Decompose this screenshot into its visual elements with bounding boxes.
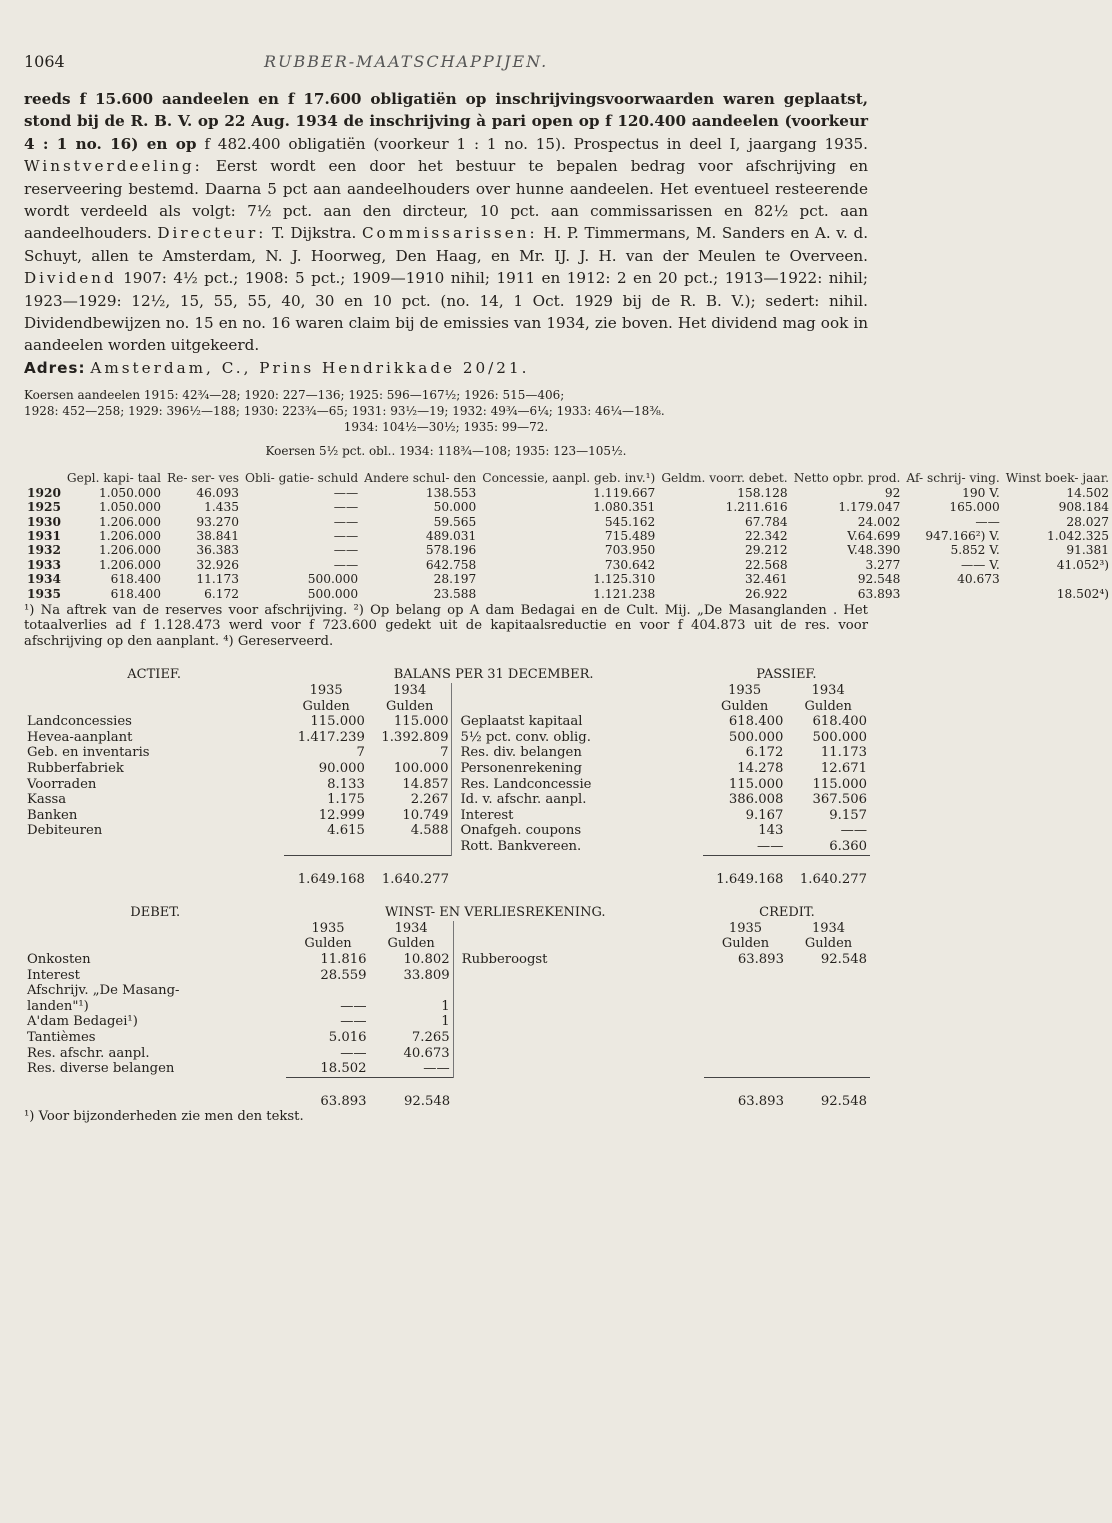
table-cell: 730.642 (604, 557, 656, 572)
balans-right-label: 5½ pct. conv. oblig. (452, 730, 703, 746)
table-cell: 41.052³) (1056, 557, 1110, 572)
column-header: Obli- gatie- schuld (245, 471, 359, 486)
balans-row (24, 714, 870, 730)
balans-right-label: Res. Landconcessie (452, 777, 703, 793)
winst-total-left-a: 63.893 (286, 1077, 369, 1109)
balans-left-value-a: 4.615 (327, 823, 365, 839)
balans-left-value-b: 10.749 (402, 807, 449, 823)
table-cell (903, 587, 1002, 601)
table-cell: 40.673 (957, 572, 1000, 587)
balans-left-label: Banken (27, 807, 78, 823)
row-year: 1930 (27, 514, 61, 529)
winst-left-label: landen"¹) (27, 998, 89, 1014)
balans-left-value-a: 1.417.239 (297, 729, 365, 745)
winst-right-value-a (704, 983, 787, 999)
table-cell: 11.173 (196, 572, 240, 587)
winst-right-label: Rubberoogst (453, 952, 704, 968)
table-cell: 1.206.000 (98, 543, 161, 558)
balans-left-value-b: 100.000 (393, 761, 449, 776)
table-cell: 138.553 (425, 485, 477, 500)
balans-row (24, 730, 870, 746)
financial-history-table (24, 471, 1112, 601)
balans-left-value-a: 1.175 (327, 792, 365, 808)
winst-right-value-b (787, 1030, 870, 1046)
balans-total-right-b: 1.640.277 (786, 855, 870, 887)
balans-right-value-b: —— (840, 823, 867, 839)
table-cell: 38.841 (196, 528, 240, 543)
table-cell: 1.119.667 (593, 485, 656, 500)
column-header: Re- ser- ves (167, 471, 240, 486)
winst-left-value-b: —— (423, 1061, 450, 1077)
balans-left-value-a: 115.000 (310, 714, 365, 730)
balans-row (24, 745, 870, 761)
winst-right-value-b (787, 983, 870, 999)
winst-unit-2: Gulden (387, 936, 435, 952)
balans-left-label: Kassa (27, 792, 67, 808)
balans-right-value-b: 9.157 (829, 807, 867, 823)
table-cell: 22.342 (745, 528, 788, 543)
directeur-label: Directeur: (157, 224, 267, 243)
row-year: 1925 (27, 500, 61, 515)
table-cell: 1.050.000 (98, 500, 161, 515)
table-cell: 1.042.325 (1047, 528, 1110, 543)
table-cell: —— (333, 514, 359, 529)
balans-right-value-a: 143 (758, 823, 784, 839)
table-cell (1003, 572, 1112, 586)
balans-right-value-b: 6.360 (829, 838, 867, 854)
winst-row (24, 968, 870, 984)
winst-left-label: Res. diverse belangen (27, 1061, 175, 1077)
table-cell: 1.206.000 (98, 514, 161, 529)
table-cell: 29.212 (745, 543, 788, 558)
table-cell: 1.080.351 (593, 500, 656, 515)
balans-right-value-a: 14.278 (737, 761, 784, 776)
balans-unit-2: Gulden (386, 698, 434, 714)
winst-right-label (453, 1046, 704, 1062)
table-cell: 703.950 (604, 543, 656, 558)
table-cell: 1.206.000 (98, 528, 161, 543)
table-cell: —— (975, 514, 1000, 529)
balans-left-value-b: 115.000 (393, 714, 449, 730)
balans-row (24, 792, 870, 808)
balans-right-value-a: 618.400 (728, 714, 784, 730)
table-cell: 165.000 (949, 500, 1000, 515)
balans-total-left-a: 1.649.168 (284, 855, 368, 887)
winst-left-value-a: 18.502 (320, 1061, 367, 1077)
table-cell: 46.093 (196, 485, 240, 500)
dividend-text: 1907: 4½ pct.; 1908: 5 pct.; 1909—1910 nihil; 1911 en 1912: 2 en 20 pct.; 1913—1922: nihil; 1923—1929: 12½, 15, 55, 55, 40, 30 en 10 pct. (no. 14, 1 Oct. 1929 bij de R. B. V.); sedert: nihil. Dividendbewijzen no. 15 en no. 16 waren claim bij de emissies van 1934, zie boven. Het dividend mag ook in aandeelen worden uitgekeerd. (24, 269, 868, 355)
balans-right-value-a: 6.172 (745, 745, 784, 761)
winst-total-right-a: 63.893 (704, 1077, 787, 1109)
table-cell: 92.548 (857, 572, 901, 587)
winst-right-value-b (787, 1046, 870, 1062)
table-cell: 59.565 (433, 514, 477, 529)
winst-row (24, 1046, 870, 1062)
balans-right-value-a: 500.000 (728, 729, 784, 745)
balans-left-label: Hevea-aanplant (27, 729, 133, 745)
balans-right-value-a: 9.167 (745, 807, 784, 823)
winst-left-value-a: 5.016 (328, 1029, 367, 1045)
balans-right-label: Personenrekening (452, 761, 703, 777)
balans-unit-3: Gulden (720, 698, 769, 714)
balans-year-a: 1935 (309, 683, 343, 699)
table-cell: —— (333, 557, 359, 572)
balans-right-value-b: 500.000 (812, 729, 867, 745)
table-cell: 578.196 (425, 543, 477, 558)
koersen-line-4: Koersen 5½ pct. obl.. 1934: 118¾—108; 1935: 123—105½. (265, 444, 627, 459)
winst-right-value-b (787, 1014, 870, 1030)
table-cell: 28.197 (433, 572, 477, 587)
winst-unit-3: Gulden (721, 936, 770, 952)
row-year: 1932 (27, 543, 61, 558)
winst-row (24, 983, 870, 999)
balans-left-value-b: 7 (440, 745, 449, 761)
directeur-text: T. Dijkstra. (272, 224, 357, 243)
winst-left-value-b (370, 983, 454, 999)
table-cell: 14.502 (1066, 485, 1110, 500)
table-cell: 18.502⁴) (1056, 586, 1110, 601)
table-notes: ¹) Na aftrek van de reserves voor afschrijving. ²) Op belang op A dam Bedagai en de Cult. Mij. „De Masanglanden . Het totaalverlies ad f 1.128.473 werd voor f 723.600 gedekt uit de kapitaalsreductie en voor f 404.873 uit de res. voor afschrijving op den aanplant. ⁴) Gereserveerd. (24, 602, 868, 649)
winst-left-value-b: 7.265 (411, 1029, 450, 1045)
balans-total-right-a: 1.649.168 (703, 855, 787, 887)
winst-total-left-b: 92.548 (370, 1077, 454, 1109)
balans-row (24, 839, 870, 855)
intro-text-2: f 482.400 obligatiën (voorkeur 1 : 1 no. 15). Prospectus in deel I, jaargang 1935. (204, 134, 869, 153)
winst-row (24, 999, 870, 1015)
page-header (24, 52, 868, 88)
balans-right-value-b: 367.506 (812, 792, 867, 808)
winst-left-label: Onkosten (27, 951, 91, 967)
balans-left-value-a (284, 839, 368, 855)
winstverdeeling-label: Winstverdeeling: (24, 157, 203, 176)
koersen-line-3: 1934: 104½—30½; 1935: 99—72. (343, 420, 549, 435)
commissarissen-text: H. P. Timmermans, M. Sanders en A. v. d. Schuyt, allen te Amsterdam, N. J. Hoorweg, Den Haag, en Mr. IJ. J. H. van der Meulen te Overveen. (24, 224, 869, 265)
table-cell: 6.172 (204, 586, 240, 601)
winst-right-value-a: 63.893 (737, 951, 784, 967)
winst-year-a-right: 1935 (728, 920, 763, 936)
table-row (24, 543, 1112, 557)
table-cell: 500.000 (307, 586, 359, 601)
balans-left-label: Voorraden (27, 776, 97, 792)
column-header: Concessie, aanpl. geb. inv.¹) (482, 471, 656, 486)
table-cell: 947.166²) V. (925, 528, 1000, 543)
table-cell: 24.002 (857, 514, 901, 529)
winst-row (24, 1014, 870, 1030)
table-cell: —— (333, 528, 359, 543)
row-year: 1920 (27, 485, 61, 500)
balans-unit: Gulden (302, 698, 350, 714)
balans-right-label: Id. v. afschr. aanpl. (452, 792, 703, 808)
balans-total-left-b: 1.640.277 (368, 855, 452, 887)
winst-left-value-a (286, 983, 369, 999)
winst-right-value-b: 92.548 (820, 951, 867, 967)
winst-left-label: Interest (27, 967, 80, 983)
table-row (24, 529, 1112, 543)
winst-right-label (453, 1030, 704, 1046)
koersen-line-2: 1928: 452—258; 1929: 396½—188; 1930: 223¾—65; 1931: 93½—19; 1932: 49¾—6¼; 1933: 46¼—18⅜. (24, 404, 665, 419)
winst-left-value-b: 33.809 (403, 967, 450, 983)
balans-row (24, 823, 870, 839)
winst-total-right-b: 92.548 (787, 1077, 870, 1109)
winst-row (24, 1030, 870, 1046)
table-row (24, 515, 1112, 529)
table-cell: 1.125.310 (593, 572, 656, 587)
table-cell: 5.852 V. (950, 543, 1000, 558)
table-cell: 32.926 (196, 557, 240, 572)
table-header-row (24, 471, 1112, 485)
table-cell: —— (333, 500, 359, 515)
winst-year-b-right: 1934 (811, 920, 846, 936)
column-header: Af- schrij- ving. (906, 471, 1000, 486)
balans-left-value-b: 2.267 (410, 792, 449, 808)
table-cell: 32.461 (745, 572, 788, 587)
balans-left-value-b: 14.857 (402, 776, 449, 792)
balans-year-b-right: 1934 (811, 683, 845, 699)
commissarissen-label: Commissarissen: (361, 224, 538, 243)
balans-left-label: Geb. en inventaris (27, 745, 150, 761)
row-year: 1934 (27, 572, 61, 587)
koersen-line-1: Koersen aandeelen 1915: 42¾—28; 1920: 227—136; 1925: 596—167½; 1926: 515—406; (24, 388, 565, 403)
winst-left-value-a: —— (340, 998, 367, 1014)
balans-left-value-b: 4.588 (410, 823, 449, 839)
balans-year-a-right: 1935 (728, 683, 762, 699)
winst-right-value-a (704, 968, 787, 984)
table-cell: 642.758 (425, 557, 477, 572)
table-cell: 489.031 (425, 528, 477, 543)
adres-text: Amsterdam, C., Prins Hendrikkade 20/21. (90, 358, 530, 377)
winst-left-value-a: 28.559 (320, 967, 367, 983)
balans-row (24, 761, 870, 777)
winst-right-label (453, 983, 704, 999)
table-cell: 545.162 (604, 514, 656, 529)
winst-row (24, 952, 870, 968)
balans-right-value-a: —— (757, 838, 784, 854)
table-row (24, 587, 1112, 601)
winst-left-value-b: 1 (441, 1014, 450, 1030)
winst-left-value-a: —— (340, 1014, 367, 1030)
winst-right-value-a (704, 999, 787, 1015)
balans-right-label: Interest (452, 808, 703, 824)
balans-left-value-a: 12.999 (318, 807, 365, 823)
winst-left-value-b: 10.802 (403, 951, 450, 967)
balans-left-label: Rubberfabriek (27, 761, 124, 776)
balans-right-value-b: 618.400 (812, 714, 867, 730)
winst-year-a: 1935 (311, 920, 345, 936)
winst-right-value-b (787, 968, 870, 984)
table-cell: 26.922 (745, 586, 788, 601)
balans-left-value-b: 1.392.809 (381, 729, 449, 745)
table-cell: 93.270 (196, 514, 240, 529)
table-cell: 1.206.000 (98, 557, 161, 572)
winst-unit: Gulden (304, 936, 352, 952)
table-cell: 91.381 (1066, 543, 1110, 558)
row-year: 1931 (27, 528, 61, 543)
balans-title: BALANS PER 31 DECEMBER. (393, 667, 594, 683)
balans-actief-title: ACTIEF. (127, 667, 182, 683)
winst-right-value-a (704, 1014, 787, 1030)
balans-right-label: Rott. Bankvereen. (452, 839, 703, 855)
table-cell: 1.050.000 (98, 485, 161, 500)
column-header: Gepl. kapi- taal (66, 471, 161, 486)
winst-left-label: A'dam Bedagei¹) (27, 1014, 138, 1030)
adres-label: Adres: (24, 358, 86, 377)
table-cell: 63.893 (857, 586, 901, 601)
column-header: Winst boek- jaar. (1005, 471, 1110, 486)
footnote: ¹) Voor bijzonderheden zie men den tekst. (24, 1109, 304, 1125)
table-cell: 23.588 (433, 586, 477, 601)
table-cell: 28.027 (1066, 514, 1110, 529)
balans-unit-4: Gulden (804, 698, 852, 714)
running-title: RUBBER-MAATSCHAPPIJEN. (264, 52, 549, 71)
winst-year-b: 1934 (394, 920, 428, 936)
table-cell: —— (333, 485, 359, 500)
table-cell: 190 V. (962, 485, 1000, 500)
table-cell: 3.277 (865, 557, 901, 572)
table-cell: 92 (884, 485, 901, 500)
table-row (24, 558, 1112, 572)
winst-right-value-b (787, 999, 870, 1015)
balans-right-label: Res. div. belangen (452, 745, 703, 761)
table-cell: 715.489 (604, 528, 656, 543)
table-cell: 1.121.238 (593, 586, 656, 601)
balans-passief-title: PASSIEF. (756, 667, 817, 683)
winst-right-label (453, 968, 704, 984)
winst-right-label (453, 999, 704, 1015)
winst-left-label: Afschrijv. „De Masang- (27, 983, 180, 999)
winst-title: WINST- EN VERLIESREKENING. (384, 905, 606, 921)
table-cell: —— V. (960, 557, 1000, 572)
winst-right-value-a (704, 1061, 787, 1077)
table-cell: 500.000 (307, 572, 359, 587)
table-row (24, 500, 1112, 514)
dividend-label: Dividend (24, 269, 117, 288)
table-cell: 50.000 (433, 500, 477, 515)
winst-row (24, 1061, 870, 1077)
balans-left-value-b (368, 839, 452, 855)
table-row (24, 572, 1112, 586)
table-cell: V.48.390 (847, 543, 901, 558)
winst-debet-title: DEBET. (130, 905, 181, 921)
table-cell: 22.568 (745, 557, 788, 572)
balans-right-value-a: 115.000 (728, 776, 784, 792)
balans-right-value-b: 115.000 (812, 776, 867, 792)
winst-left-label: Tantièmes (27, 1029, 96, 1045)
table-row (24, 486, 1112, 500)
table-cell: V.64.699 (847, 528, 901, 543)
table-cell: 1.211.616 (725, 500, 788, 515)
balans-left-label: Landconcessies (27, 714, 132, 730)
balans-left-value-a: 90.000 (318, 761, 365, 776)
table-cell: —— (333, 543, 359, 558)
winst-right-value-b (787, 1061, 870, 1077)
table-cell: 1.179.047 (838, 500, 901, 515)
winst-unit-4: Gulden (804, 936, 853, 952)
row-year: 1935 (27, 586, 61, 601)
table-cell: 158.128 (737, 485, 788, 500)
winst-right-label (453, 1014, 704, 1030)
balance-sheet (24, 667, 870, 887)
column-header: Netto opbr. prod. (793, 471, 901, 486)
column-header (24, 471, 64, 485)
table-cell: 908.184 (1058, 500, 1110, 515)
koersen-block (24, 387, 868, 459)
winst-left-value-b: 1 (441, 998, 450, 1014)
winst-left-value-a: —— (340, 1045, 367, 1061)
page-number: 1064 (24, 52, 65, 71)
winst-right-value-a (704, 1046, 787, 1062)
profit-loss-account (24, 905, 870, 1109)
balans-row (24, 808, 870, 824)
balans-right-value-a: 386.008 (728, 792, 784, 808)
winst-right-value-a (704, 1030, 787, 1046)
winst-credit-title: CREDIT. (759, 905, 815, 921)
balans-left-value-a: 8.133 (327, 776, 365, 792)
winst-left-label: Res. afschr. aanpl. (27, 1045, 150, 1061)
table-cell: 618.400 (110, 586, 161, 601)
intro-text: reeds f 15.600 aandeelen en f 17.600 obligatiën op inschrijvingsvoorwaarden waren geplaatst, stond bij de R. B. V. op 22 Aug. 1934 de inschrijving à pari open op f 120.400 aandeelen (voorkeur 4 : 1 no. 16) en op (24, 90, 868, 153)
winstverdeeling-text: Eerst wordt een door het bestuur te bepalen bedrag voor afschrijving en reserveering bestemd. Daarna 5 pct aan aandeelhouders over hunne aandeelen. Het eventueel resteerende wordt verdeeld als volgt: 7½ pct. aan den dircteur, 10 pct. aan commissarissen en 82½ pct. aan aandeelhouders. (24, 157, 868, 243)
balans-left-value-a: 7 (356, 745, 365, 761)
column-header: Geldm. voorr. debet. (661, 471, 788, 486)
winst-left-value-b: 40.673 (403, 1045, 450, 1061)
paragraph-intro (24, 88, 868, 379)
row-year: 1933 (27, 557, 61, 572)
table-cell: 36.383 (196, 543, 240, 558)
column-header: Andere schul- den (364, 471, 477, 486)
table-cell: 618.400 (110, 572, 161, 587)
balans-left-label: Debiteuren (27, 823, 103, 839)
winst-right-label (453, 1061, 704, 1077)
balans-right-value-b: 11.173 (820, 745, 867, 761)
balans-right-value-b: 12.671 (820, 761, 867, 776)
balans-left-label (24, 839, 284, 855)
winst-left-value-a: 11.816 (320, 951, 367, 967)
table-cell: 67.784 (745, 514, 788, 529)
balans-right-label: Geplaatst kapitaal (452, 714, 703, 730)
balans-row (24, 777, 870, 793)
balans-right-label: Onafgeh. coupons (452, 823, 703, 839)
balans-year-b: 1934 (393, 683, 427, 699)
table-cell: 1.435 (204, 500, 240, 515)
